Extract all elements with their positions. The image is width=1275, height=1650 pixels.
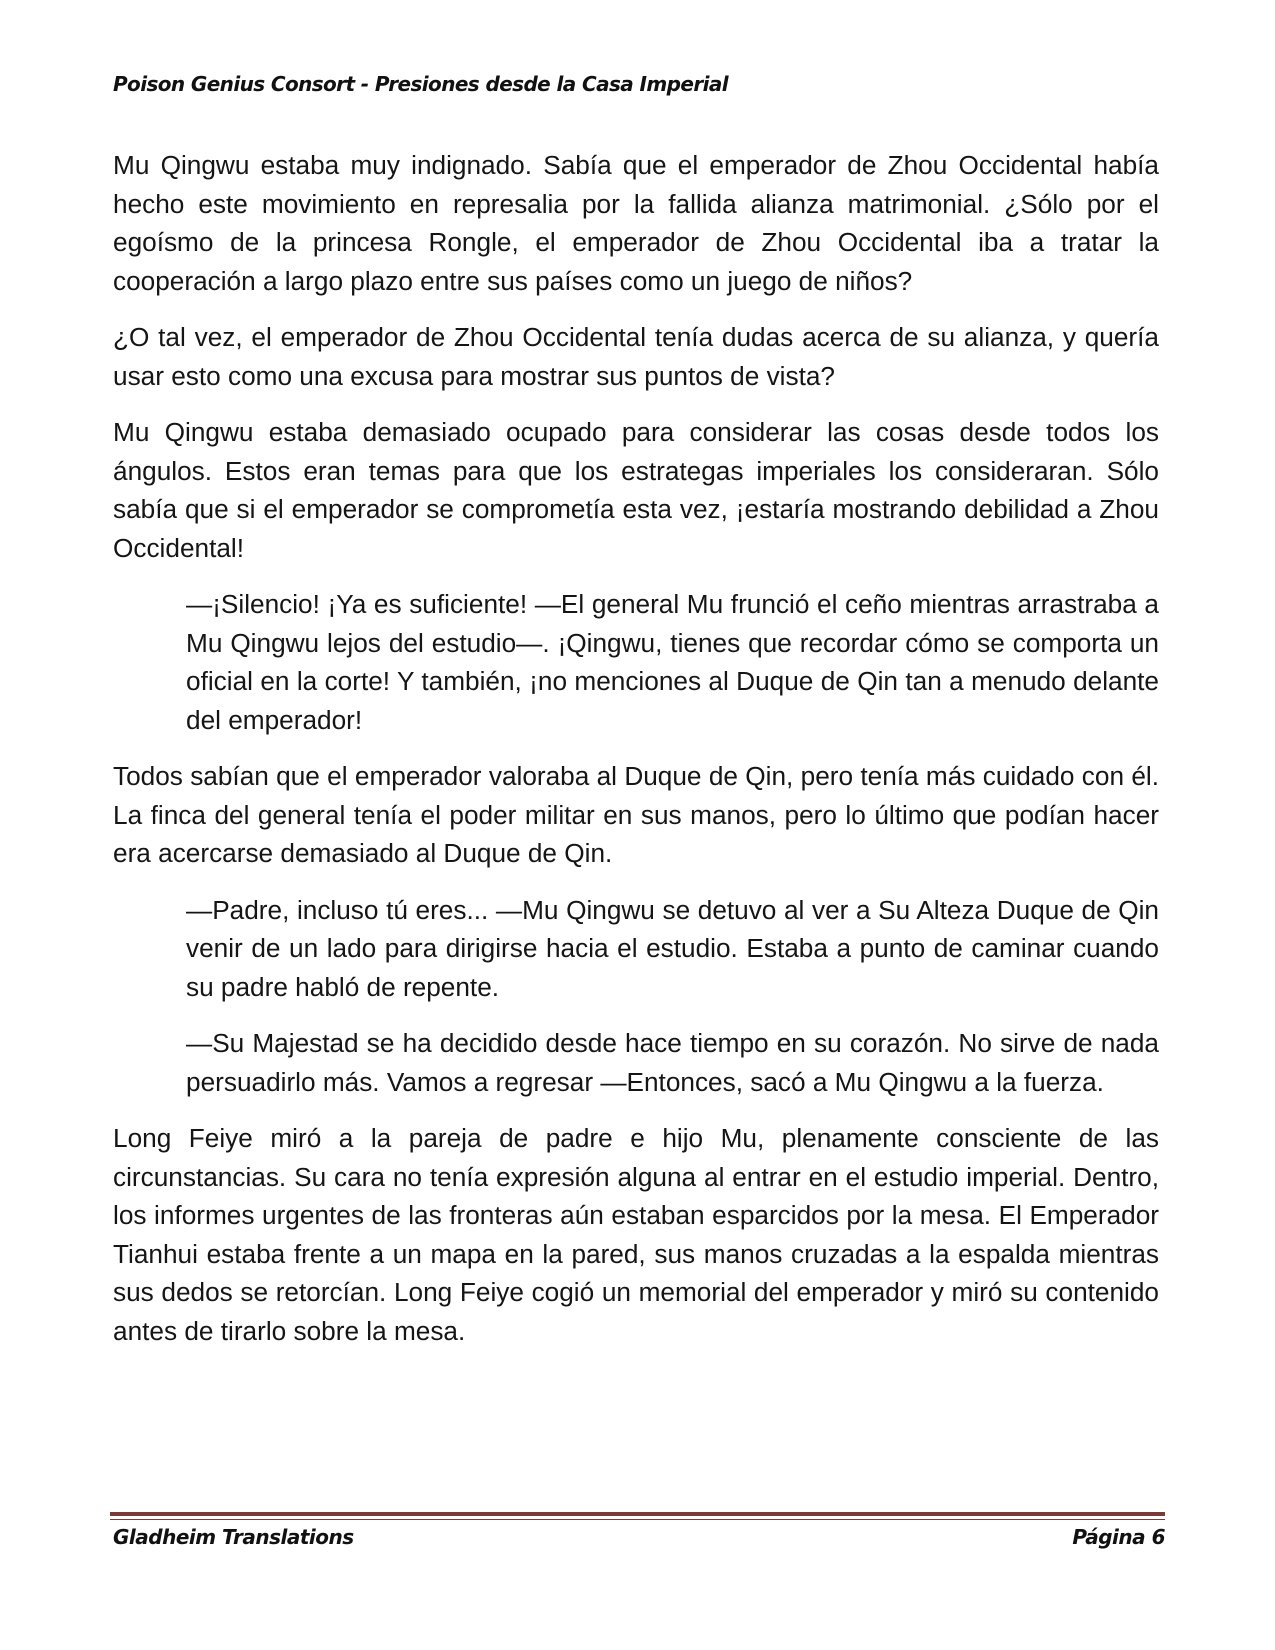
page-header: Poison Genius Consort - Presiones desde la Casa Imperial bbox=[113, 72, 728, 96]
footer-publisher: Gladheim Translations bbox=[113, 1525, 354, 1549]
dialogue-paragraph-2: —Padre, incluso tú eres... —Mu Qingwu se detuvo al ver a Su Alteza Duque de Qin venir de un lado para dirigirse hacia el estudio. Estaba a punto de caminar cuando su padre habló de repente. bbox=[186, 894, 1159, 1002]
dialogue-paragraph-1: —¡Silencio! ¡Ya es suficiente! —El general Mu frunció el ceño mientras arrastraba a Mu Qingwu lejos del estudio—. ¡Qingwu, tienes que recordar cómo se comporta un oficial en la corte! Y también, ¡no menciones al Duque de Qin tan a menudo delante del emperador! bbox=[186, 589, 1159, 735]
footer-divider-thin bbox=[110, 1519, 1165, 1520]
paragraph-1: Mu Qingwu estaba muy indignado. Sabía que el emperador de Zhou Occidental había hecho este movimiento en represalia por la fallida alianza matrimonial. ¿Sólo por el egoísmo de la princesa Rongle, el emperador de Zhou Occidental iba a tratar la cooperación a largo plazo entre sus países como un juego de niños? bbox=[113, 150, 1159, 296]
paragraph-4: Todos sabían que el emperador valoraba al Duque de Qin, pero tenía más cuidado con él. La finca del general tenía el poder militar en sus manos, pero lo último que podían hacer era acercarse demasiado al Duque de Qin. bbox=[113, 761, 1159, 868]
paragraph-3: Mu Qingwu estaba demasiado ocupado para considerar las cosas desde todos los ángulos. Estos eran temas para que los estrategas imperiales los consideraran. Sólo sabía que si el emperador se comprometía esta vez, ¡estaría mostrando debilidad a Zhou Occidental! bbox=[113, 417, 1159, 563]
footer-divider-thick bbox=[110, 1512, 1165, 1516]
document-body bbox=[113, 146, 1159, 1368]
page-number: Página 6 bbox=[1072, 1525, 1165, 1549]
paragraph-5: Long Feiye miró a la pareja de padre e hijo Mu, plenamente consciente de las circunstancias. Su cara no tenía expresión alguna al entrar en el estudio imperial. Dentro, los informes urgentes de las fronteras aún estaban esparcidos por la mesa. El Emperador Tianhui estaba frente a un mapa en la pared, sus manos cruzadas a la espalda mientras sus dedos se retorcían. Long Feiye cogió un memorial del emperador y miró su contenido antes de tirarlo sobre la mesa. bbox=[113, 1123, 1159, 1346]
paragraph-2: ¿O tal vez, el emperador de Zhou Occidental tenía dudas acerca de su alianza, y quería usar esto como una excusa para mostrar sus puntos de vista? bbox=[113, 322, 1159, 391]
dialogue-paragraph-3: —Su Majestad se ha decidido desde hace tiempo en su corazón. No sirve de nada persuadirlo más. Vamos a regresar —Entonces, sacó a Mu Qingwu a la fuerza. bbox=[186, 1028, 1159, 1097]
